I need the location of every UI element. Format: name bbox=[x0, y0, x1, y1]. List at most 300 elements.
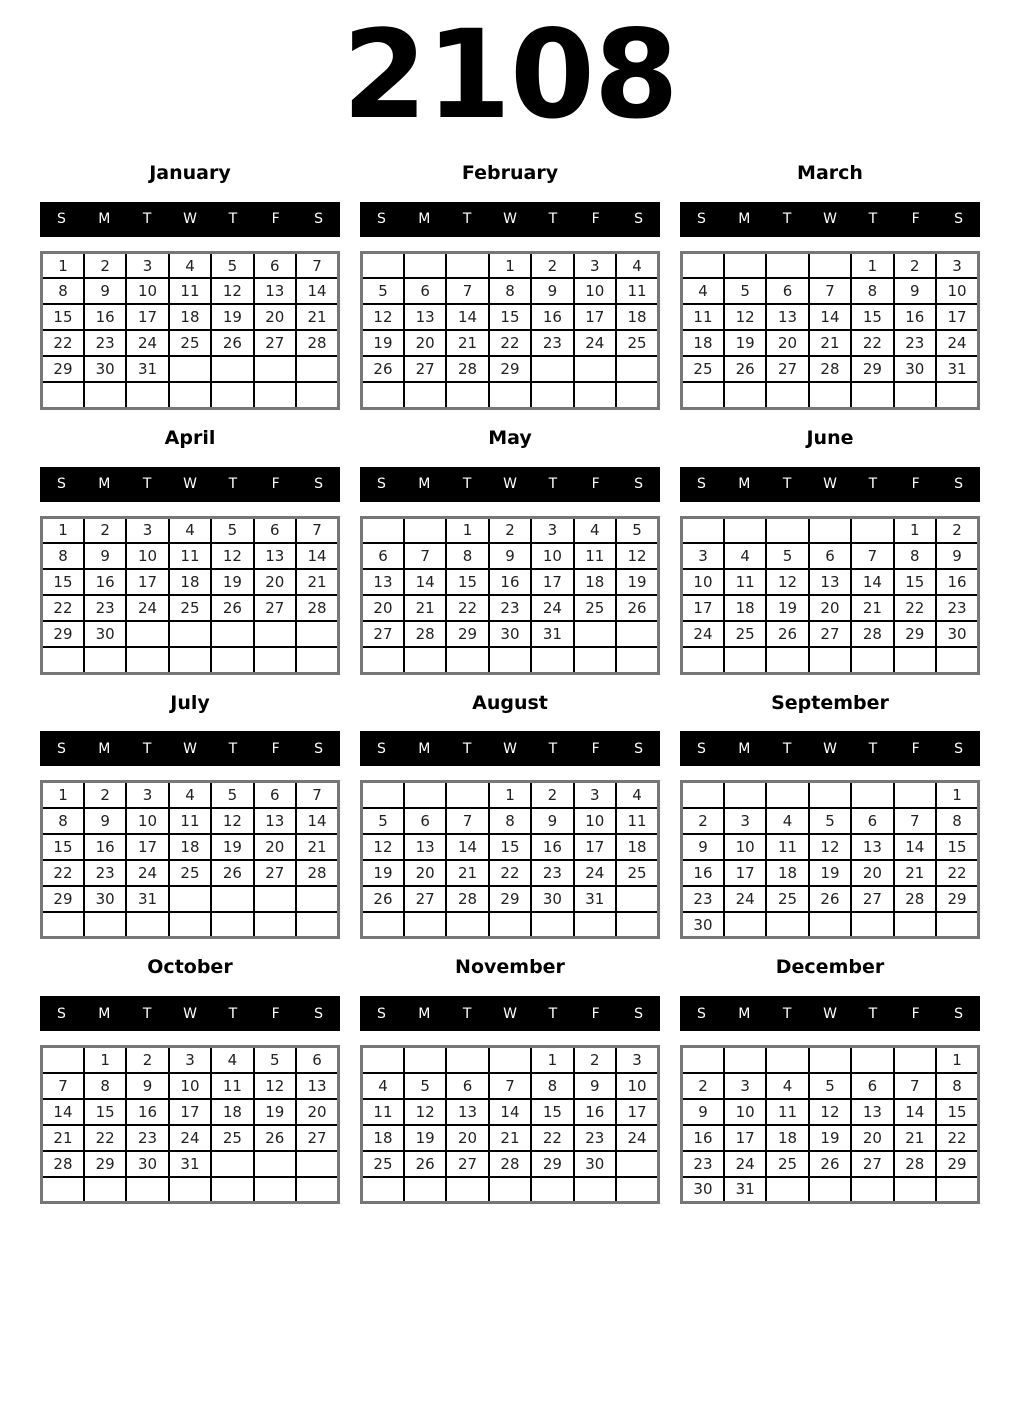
week-row bbox=[682, 1073, 979, 1099]
day-cell: 15 bbox=[936, 834, 978, 860]
month-block bbox=[680, 162, 980, 410]
month-days-table bbox=[680, 1045, 980, 1204]
empty-day-cell bbox=[766, 647, 808, 673]
empty-day-cell bbox=[894, 912, 936, 938]
day-cell: 15 bbox=[936, 1099, 978, 1125]
weekday-label: S bbox=[56, 740, 66, 757]
day-cell: 9 bbox=[84, 278, 126, 304]
weekday-label: T bbox=[782, 211, 792, 228]
day-cell: 2 bbox=[84, 517, 126, 543]
day-cell: 23 bbox=[531, 330, 573, 356]
day-cell: 31 bbox=[936, 356, 978, 382]
day-cell: 22 bbox=[446, 595, 488, 621]
month-block bbox=[360, 162, 660, 410]
week-row bbox=[362, 569, 659, 595]
empty-day-cell bbox=[169, 886, 211, 912]
weekday-label: F bbox=[271, 1005, 280, 1022]
empty-day-cell bbox=[851, 382, 893, 408]
day-cell: 13 bbox=[404, 834, 446, 860]
empty-day-cell bbox=[446, 1047, 488, 1073]
week-row bbox=[42, 1047, 339, 1073]
empty-day-cell bbox=[362, 1047, 404, 1073]
day-cell: 28 bbox=[894, 886, 936, 912]
day-cell: 2 bbox=[682, 808, 724, 834]
day-cell: 26 bbox=[211, 860, 253, 886]
empty-day-cell bbox=[446, 1177, 488, 1203]
empty-day-cell bbox=[724, 252, 766, 278]
day-cell: 1 bbox=[936, 782, 978, 808]
day-cell: 29 bbox=[42, 886, 84, 912]
weekday-label: S bbox=[56, 1005, 66, 1022]
week-row bbox=[362, 1047, 659, 1073]
day-cell: 31 bbox=[724, 1177, 766, 1203]
day-cell: 6 bbox=[404, 808, 446, 834]
weekday-label: T bbox=[782, 740, 792, 757]
day-cell: 20 bbox=[404, 860, 446, 886]
week-row bbox=[362, 595, 659, 621]
empty-day-cell bbox=[936, 912, 978, 938]
day-cell: 30 bbox=[84, 886, 126, 912]
month-title: July bbox=[170, 691, 210, 714]
weekday-label: T bbox=[548, 740, 558, 757]
month-block bbox=[40, 692, 340, 940]
weekday-label: M bbox=[738, 476, 751, 493]
month-block bbox=[360, 692, 660, 940]
weekday-label: W bbox=[823, 476, 837, 493]
day-cell: 27 bbox=[404, 886, 446, 912]
day-cell: 18 bbox=[211, 1099, 253, 1125]
month-title: August bbox=[472, 691, 548, 714]
weekday-header bbox=[40, 996, 340, 1031]
week-row bbox=[682, 621, 979, 647]
week-row bbox=[682, 808, 979, 834]
day-cell: 22 bbox=[84, 1125, 126, 1151]
day-cell: 10 bbox=[574, 808, 616, 834]
day-cell: 9 bbox=[936, 543, 978, 569]
week-row bbox=[42, 1073, 339, 1099]
day-cell: 9 bbox=[682, 834, 724, 860]
weekday-label: T bbox=[142, 476, 152, 493]
month-days-table bbox=[40, 516, 340, 675]
weekday-header bbox=[680, 731, 980, 766]
day-cell: 3 bbox=[126, 782, 168, 808]
day-cell: 27 bbox=[446, 1151, 488, 1177]
day-cell: 14 bbox=[446, 834, 488, 860]
day-cell: 3 bbox=[126, 252, 168, 278]
weekday-label: S bbox=[634, 211, 644, 228]
weekday-label: W bbox=[503, 1005, 517, 1022]
month-block bbox=[360, 427, 660, 675]
day-cell: 7 bbox=[851, 543, 893, 569]
day-cell: 14 bbox=[42, 1099, 84, 1125]
day-cell: 17 bbox=[682, 595, 724, 621]
weekday-label: W bbox=[823, 211, 837, 228]
day-cell: 29 bbox=[894, 621, 936, 647]
day-cell: 17 bbox=[724, 860, 766, 886]
day-cell: 17 bbox=[724, 1125, 766, 1151]
month-block bbox=[40, 956, 340, 1204]
day-cell: 1 bbox=[489, 252, 531, 278]
weekday-label: T bbox=[142, 740, 152, 757]
week-row bbox=[42, 595, 339, 621]
day-cell: 5 bbox=[404, 1073, 446, 1099]
empty-day-cell bbox=[126, 647, 168, 673]
day-cell: 12 bbox=[616, 543, 658, 569]
day-cell: 2 bbox=[531, 782, 573, 808]
empty-day-cell bbox=[446, 782, 488, 808]
day-cell: 30 bbox=[936, 621, 978, 647]
empty-day-cell bbox=[894, 782, 936, 808]
month-block bbox=[40, 162, 340, 410]
weekday-label: F bbox=[911, 476, 920, 493]
day-cell: 21 bbox=[42, 1125, 84, 1151]
weekday-label: S bbox=[954, 211, 964, 228]
day-cell: 17 bbox=[126, 304, 168, 330]
empty-day-cell bbox=[894, 382, 936, 408]
day-cell: 18 bbox=[616, 304, 658, 330]
week-row bbox=[682, 330, 979, 356]
weekday-label: T bbox=[868, 211, 878, 228]
week-row bbox=[362, 1099, 659, 1125]
month-days-table bbox=[40, 251, 340, 410]
day-cell: 30 bbox=[84, 356, 126, 382]
day-cell: 29 bbox=[42, 356, 84, 382]
day-cell: 11 bbox=[766, 1099, 808, 1125]
weekday-label: W bbox=[183, 740, 197, 757]
empty-day-cell bbox=[724, 382, 766, 408]
day-cell: 13 bbox=[254, 278, 296, 304]
day-cell: 29 bbox=[42, 621, 84, 647]
week-row bbox=[42, 621, 339, 647]
day-cell: 21 bbox=[894, 1125, 936, 1151]
day-cell: 31 bbox=[169, 1151, 211, 1177]
day-cell: 12 bbox=[211, 543, 253, 569]
empty-day-cell bbox=[296, 647, 338, 673]
day-cell: 1 bbox=[446, 517, 488, 543]
weekday-label: S bbox=[56, 476, 66, 493]
day-cell: 4 bbox=[616, 782, 658, 808]
day-cell: 6 bbox=[362, 543, 404, 569]
day-cell: 24 bbox=[682, 621, 724, 647]
day-cell: 21 bbox=[446, 860, 488, 886]
week-row bbox=[42, 912, 339, 938]
day-cell: 22 bbox=[489, 330, 531, 356]
day-cell: 2 bbox=[936, 517, 978, 543]
day-cell: 8 bbox=[489, 278, 531, 304]
day-cell: 15 bbox=[42, 569, 84, 595]
day-cell: 27 bbox=[809, 621, 851, 647]
empty-day-cell bbox=[169, 621, 211, 647]
empty-day-cell bbox=[169, 382, 211, 408]
week-row bbox=[42, 304, 339, 330]
day-cell: 9 bbox=[126, 1073, 168, 1099]
day-cell: 24 bbox=[936, 330, 978, 356]
weekday-label: T bbox=[462, 476, 472, 493]
day-cell: 23 bbox=[682, 886, 724, 912]
empty-day-cell bbox=[724, 782, 766, 808]
week-row bbox=[682, 1177, 979, 1203]
day-cell: 15 bbox=[531, 1099, 573, 1125]
week-row bbox=[42, 356, 339, 382]
day-cell: 11 bbox=[724, 569, 766, 595]
day-cell: 14 bbox=[894, 834, 936, 860]
day-cell: 9 bbox=[84, 543, 126, 569]
weekday-label: T bbox=[462, 211, 472, 228]
empty-day-cell bbox=[404, 912, 446, 938]
day-cell: 26 bbox=[809, 886, 851, 912]
empty-day-cell bbox=[809, 782, 851, 808]
day-cell: 23 bbox=[531, 860, 573, 886]
empty-day-cell bbox=[809, 1047, 851, 1073]
day-cell: 16 bbox=[531, 834, 573, 860]
day-cell: 8 bbox=[42, 543, 84, 569]
week-row bbox=[362, 252, 659, 278]
empty-day-cell bbox=[404, 1047, 446, 1073]
day-cell: 28 bbox=[851, 621, 893, 647]
empty-day-cell bbox=[126, 1177, 168, 1203]
day-cell: 12 bbox=[809, 834, 851, 860]
week-row bbox=[362, 1125, 659, 1151]
day-cell: 20 bbox=[254, 304, 296, 330]
day-cell: 30 bbox=[574, 1151, 616, 1177]
empty-day-cell bbox=[531, 647, 573, 673]
empty-day-cell bbox=[809, 252, 851, 278]
day-cell: 23 bbox=[936, 595, 978, 621]
day-cell: 16 bbox=[574, 1099, 616, 1125]
day-cell: 23 bbox=[682, 1151, 724, 1177]
day-cell: 9 bbox=[531, 808, 573, 834]
day-cell: 16 bbox=[126, 1099, 168, 1125]
day-cell: 16 bbox=[936, 569, 978, 595]
day-cell: 28 bbox=[296, 860, 338, 886]
weekday-header bbox=[40, 467, 340, 502]
empty-day-cell bbox=[766, 517, 808, 543]
empty-day-cell bbox=[362, 782, 404, 808]
day-cell: 13 bbox=[851, 834, 893, 860]
day-cell: 6 bbox=[766, 278, 808, 304]
day-cell: 31 bbox=[574, 886, 616, 912]
month-days-table bbox=[680, 251, 980, 410]
day-cell: 1 bbox=[531, 1047, 573, 1073]
week-row bbox=[362, 621, 659, 647]
empty-day-cell bbox=[254, 1177, 296, 1203]
month-block bbox=[360, 956, 660, 1204]
day-cell: 29 bbox=[446, 621, 488, 647]
day-cell: 27 bbox=[254, 330, 296, 356]
day-cell: 25 bbox=[169, 595, 211, 621]
day-cell: 25 bbox=[211, 1125, 253, 1151]
empty-day-cell bbox=[574, 647, 616, 673]
day-cell: 19 bbox=[616, 569, 658, 595]
empty-day-cell bbox=[766, 912, 808, 938]
day-cell: 16 bbox=[894, 304, 936, 330]
day-cell: 7 bbox=[404, 543, 446, 569]
empty-day-cell bbox=[894, 1047, 936, 1073]
day-cell: 24 bbox=[574, 330, 616, 356]
day-cell: 25 bbox=[616, 860, 658, 886]
day-cell: 21 bbox=[404, 595, 446, 621]
day-cell: 12 bbox=[211, 278, 253, 304]
week-row bbox=[362, 304, 659, 330]
day-cell: 26 bbox=[404, 1151, 446, 1177]
empty-day-cell bbox=[936, 647, 978, 673]
month-days-table bbox=[360, 251, 660, 410]
empty-day-cell bbox=[724, 647, 766, 673]
day-cell: 30 bbox=[531, 886, 573, 912]
day-cell: 1 bbox=[489, 782, 531, 808]
weekday-label: T bbox=[868, 1005, 878, 1022]
week-row bbox=[42, 517, 339, 543]
empty-day-cell bbox=[126, 912, 168, 938]
day-cell: 1 bbox=[84, 1047, 126, 1073]
empty-day-cell bbox=[211, 1151, 253, 1177]
empty-day-cell bbox=[296, 621, 338, 647]
day-cell: 2 bbox=[574, 1047, 616, 1073]
weekday-label: M bbox=[98, 740, 111, 757]
day-cell: 10 bbox=[724, 1099, 766, 1125]
day-cell: 27 bbox=[851, 886, 893, 912]
day-cell: 13 bbox=[362, 569, 404, 595]
day-cell: 15 bbox=[894, 569, 936, 595]
empty-day-cell bbox=[84, 647, 126, 673]
day-cell: 5 bbox=[211, 517, 253, 543]
weekday-label: W bbox=[823, 1005, 837, 1022]
day-cell: 19 bbox=[809, 860, 851, 886]
empty-day-cell bbox=[809, 1177, 851, 1203]
day-cell: 3 bbox=[574, 252, 616, 278]
day-cell: 6 bbox=[851, 1073, 893, 1099]
weekday-header bbox=[680, 467, 980, 502]
day-cell: 8 bbox=[936, 1073, 978, 1099]
empty-day-cell bbox=[489, 647, 531, 673]
weekday-header bbox=[680, 202, 980, 237]
empty-day-cell bbox=[936, 382, 978, 408]
day-cell: 18 bbox=[766, 860, 808, 886]
weekday-label: S bbox=[634, 740, 644, 757]
empty-day-cell bbox=[489, 382, 531, 408]
day-cell: 28 bbox=[489, 1151, 531, 1177]
day-cell: 7 bbox=[446, 808, 488, 834]
day-cell: 18 bbox=[169, 569, 211, 595]
day-cell: 8 bbox=[936, 808, 978, 834]
day-cell: 27 bbox=[296, 1125, 338, 1151]
day-cell: 4 bbox=[362, 1073, 404, 1099]
day-cell: 3 bbox=[724, 1073, 766, 1099]
empty-day-cell bbox=[211, 647, 253, 673]
day-cell: 11 bbox=[766, 834, 808, 860]
week-row bbox=[42, 330, 339, 356]
day-cell: 8 bbox=[446, 543, 488, 569]
empty-day-cell bbox=[616, 356, 658, 382]
day-cell: 7 bbox=[296, 782, 338, 808]
weekday-label: T bbox=[548, 211, 558, 228]
day-cell: 11 bbox=[574, 543, 616, 569]
day-cell: 2 bbox=[682, 1073, 724, 1099]
day-cell: 4 bbox=[766, 808, 808, 834]
day-cell: 22 bbox=[42, 595, 84, 621]
day-cell: 7 bbox=[296, 252, 338, 278]
day-cell: 26 bbox=[766, 621, 808, 647]
empty-day-cell bbox=[254, 912, 296, 938]
empty-day-cell bbox=[851, 1177, 893, 1203]
month-days-table bbox=[360, 1045, 660, 1204]
weekday-label: T bbox=[868, 740, 878, 757]
day-cell: 3 bbox=[574, 782, 616, 808]
month-block bbox=[680, 692, 980, 940]
day-cell: 22 bbox=[531, 1125, 573, 1151]
empty-day-cell bbox=[616, 382, 658, 408]
weekday-label: S bbox=[696, 740, 706, 757]
day-cell: 24 bbox=[169, 1125, 211, 1151]
weekday-label: M bbox=[738, 740, 751, 757]
month-title: November bbox=[455, 956, 565, 979]
day-cell: 29 bbox=[84, 1151, 126, 1177]
empty-day-cell bbox=[724, 1047, 766, 1073]
week-row bbox=[42, 834, 339, 860]
day-cell: 18 bbox=[169, 304, 211, 330]
weekday-label: M bbox=[98, 476, 111, 493]
day-cell: 16 bbox=[84, 569, 126, 595]
empty-day-cell bbox=[489, 1047, 531, 1073]
day-cell: 8 bbox=[531, 1073, 573, 1099]
empty-day-cell bbox=[616, 621, 658, 647]
day-cell: 20 bbox=[766, 330, 808, 356]
week-row bbox=[682, 569, 979, 595]
day-cell: 28 bbox=[809, 356, 851, 382]
weekday-label: T bbox=[228, 211, 238, 228]
day-cell: 8 bbox=[894, 543, 936, 569]
weekday-header bbox=[40, 731, 340, 766]
empty-day-cell bbox=[766, 1047, 808, 1073]
weekday-label: M bbox=[418, 1005, 431, 1022]
day-cell: 30 bbox=[126, 1151, 168, 1177]
day-cell: 5 bbox=[362, 808, 404, 834]
weekday-label: M bbox=[418, 476, 431, 493]
day-cell: 3 bbox=[724, 808, 766, 834]
empty-day-cell bbox=[42, 1177, 84, 1203]
week-row bbox=[42, 278, 339, 304]
weekday-label: S bbox=[696, 476, 706, 493]
day-cell: 6 bbox=[851, 808, 893, 834]
day-cell: 6 bbox=[809, 543, 851, 569]
day-cell: 23 bbox=[84, 595, 126, 621]
week-row bbox=[362, 1177, 659, 1203]
weekday-label: T bbox=[142, 211, 152, 228]
month-days-table bbox=[680, 780, 980, 939]
week-row bbox=[362, 330, 659, 356]
day-cell: 9 bbox=[84, 808, 126, 834]
weekday-label: F bbox=[911, 211, 920, 228]
empty-day-cell bbox=[42, 912, 84, 938]
week-row bbox=[682, 912, 979, 938]
weekday-header bbox=[360, 202, 660, 237]
empty-day-cell bbox=[682, 1047, 724, 1073]
day-cell: 3 bbox=[531, 517, 573, 543]
weekday-label: T bbox=[782, 1005, 792, 1022]
empty-day-cell bbox=[211, 621, 253, 647]
weekday-label: S bbox=[954, 740, 964, 757]
day-cell: 15 bbox=[851, 304, 893, 330]
weekday-label: S bbox=[56, 211, 66, 228]
day-cell: 16 bbox=[84, 834, 126, 860]
empty-day-cell bbox=[616, 912, 658, 938]
empty-day-cell bbox=[851, 647, 893, 673]
empty-day-cell bbox=[766, 1177, 808, 1203]
day-cell: 28 bbox=[404, 621, 446, 647]
empty-day-cell bbox=[851, 517, 893, 543]
weekday-label: M bbox=[738, 1005, 751, 1022]
empty-day-cell bbox=[254, 356, 296, 382]
